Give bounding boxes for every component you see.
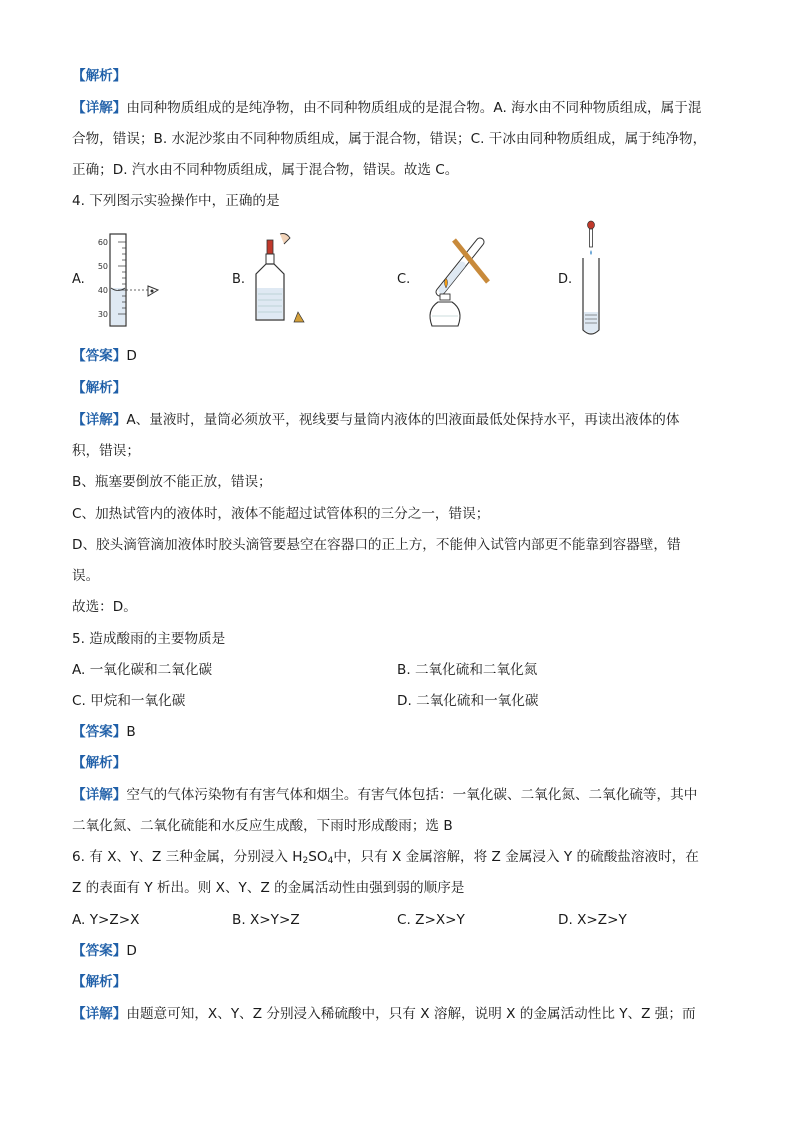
heating-test-tube-figure [410,232,500,328]
question-stem: 5. 造成酸雨的主要物质是 [72,631,226,647]
detail-line: 正确；D. 汽水由不同种物质组成，属于混合物，错误。故选 C。 [72,162,459,178]
option-label: B. [232,272,246,287]
subscript: 4 [327,856,334,866]
hand-icon [280,234,290,245]
option-a: A. 一氧化碳和二氧化碳 [72,662,213,678]
detail-line: 误。 [72,568,100,584]
option-label: C. [397,272,411,287]
detail-text: 由同种物质组成的是纯净物，由不同种物质组成的是混合物。A. 海水由不同种物质组成，属于混 [126,100,702,116]
question-stem-line2: Z 的表面有 Y 析出。则 X、Y、Z 的金属活动性由强到弱的顺序是 [72,880,465,896]
option-d: D. 二氧化硫和一氧化碳 [397,693,539,709]
detail-text: 由题意可知，X、Y、Z 分别浸入稀硫酸中，只有 X 溶解，说明 X 的金属活动性比 Y、Z 强；而 [126,1006,696,1022]
detail-line: C、加热试管内的液体时，液体不能超过试管体积的三分之一，错误； [72,506,490,522]
detail-line: 积，错误； [72,443,140,459]
stopper-icon [294,312,304,322]
cylinder-reading-figure [88,230,168,330]
detail-tag: 【详解】 [72,412,127,428]
option-d: D. X>Z>Y [558,912,627,928]
cylinder-tick-label: 50 [97,262,108,271]
answer-value: D [126,348,137,364]
analysis-heading: 【解析】 [72,68,127,84]
cylinder-tick-label: 30 [97,310,108,319]
detail-text: 空气的气体污染物有有害气体和烟尘。有害气体包括：一氧化碳、二氧化氮、二氧化硫等，其中 [126,787,698,803]
dropper-bulb-icon [588,221,595,229]
option-label: A. [72,272,85,287]
detail-tag: 【详解】 [72,100,127,116]
answer-tag: 【答案】 [72,348,127,364]
detail-line [72,410,679,430]
answer-line [72,346,137,366]
detail-line: 合物，错误；B. 水泥沙浆由不同种物质组成，属于混合物，错误；C. 干冰由同种物质组成，属于纯净物， [72,131,707,147]
cylinder-tick-label: 60 [97,238,108,247]
reagent-bottle-figure [250,232,310,328]
option-a: A. Y>Z>X [72,912,140,928]
dropper-test-tube-figure [576,220,606,338]
conclusion-line: 故选：D。 [72,599,137,615]
detail-tag: 【详解】 [72,1006,127,1022]
stem-text: 6. 有 X、Y、Z 三种金属，分别浸入 H [72,849,303,865]
option-c: C. 甲烷和一氧化碳 [72,693,186,709]
detail-line [72,1004,696,1024]
cylinder-tick-label: 40 [97,286,108,295]
analysis-heading: 【解析】 [72,755,127,771]
option-c: C. Z>X>Y [397,912,465,928]
option-b: B. X>Y>Z [232,912,300,928]
detail-line: 二氧化氮、二氧化硫能和水反应生成酸，下雨时形成酸雨；选 B [72,818,453,834]
stem-text: 中，只有 X 金属溶解，将 Z 金属浸入 Y 的硫酸盐溶液时，在 [333,849,699,865]
alcohol-lamp-icon [430,302,460,326]
question-stem: 4. 下列图示实验操作中，正确的是 [72,193,280,209]
subscript: 2 [302,856,309,866]
detail-line [72,98,701,118]
answer-tag: 【答案】 [72,943,127,959]
analysis-heading: 【解析】 [72,380,127,396]
answer-value: B [126,724,136,740]
stem-text: SO [308,849,328,865]
detail-line: B、瓶塞要倒放不能正放，错误； [72,474,272,490]
option-label: D. [558,272,573,287]
answer-tag: 【答案】 [72,724,127,740]
analysis-heading: 【解析】 [72,974,127,990]
detail-line [72,785,697,805]
answer-line [72,722,136,742]
answer-line [72,941,137,961]
detail-tag: 【详解】 [72,787,127,803]
detail-text: A、量液时，量筒必须放平，视线要与量筒内液体的凹液面最低处保持水平，再读出液体的体 [126,412,680,428]
option-b: B. 二氧化硫和二氧化氮 [397,662,538,678]
detail-line: D、胶头滴管滴加液体时胶头滴管要悬空在容器口的正上方，不能伸入试管内部更不能靠到容器壁，错 [72,537,681,553]
question-stem [72,847,699,867]
answer-value: D [126,943,137,959]
